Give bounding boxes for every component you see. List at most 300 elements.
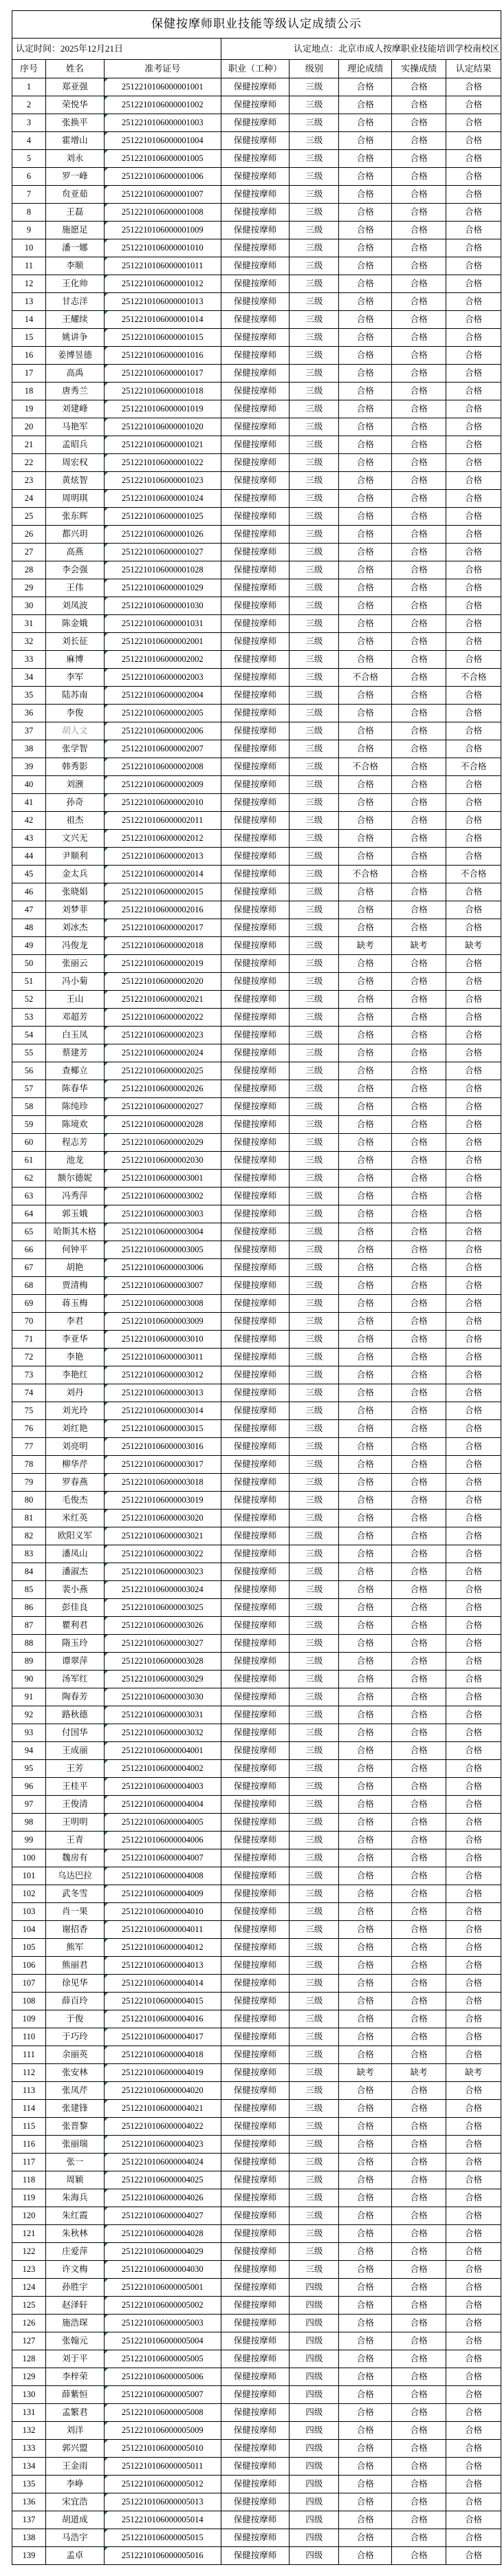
- cell-theory-score: [339, 579, 392, 597]
- cell-serial-text: 109: [22, 2013, 36, 2024]
- cell-name-text: 陈金娥: [62, 618, 88, 628]
- cell-serial: [12, 1384, 46, 1402]
- cell-level: [290, 1456, 339, 1474]
- cell-serial-text: 123: [22, 2264, 36, 2274]
- cell-occupation-text: 保健按摩师: [233, 707, 277, 718]
- cell-occupation-text: 保健按摩师: [233, 1620, 277, 1630]
- cell-level: [290, 937, 339, 955]
- cell-ticket-number: [105, 812, 221, 830]
- cell-name-text: 刘丹: [66, 1387, 84, 1397]
- cell-theory-score: [339, 2261, 392, 2279]
- cell-practical-score: [392, 1277, 446, 1295]
- cell-name: [46, 1724, 105, 1742]
- cell-result: [446, 1527, 501, 1545]
- cell-result-text: 合格: [465, 1870, 483, 1880]
- cell-theory-score-text: 合格: [356, 2138, 374, 2149]
- cell-name: [46, 311, 105, 329]
- cell-occupation-text: 保健按摩师: [233, 314, 277, 324]
- cell-serial-text: 77: [24, 1441, 34, 1451]
- cell-level-text: 三级: [305, 2264, 323, 2274]
- cell-ticket-number-text: 2512210106000003017: [121, 1459, 204, 1469]
- cell-ticket-number: [105, 901, 221, 919]
- table-row: [12, 2261, 501, 2279]
- cell-theory-score-text: 合格: [356, 242, 374, 253]
- cell-name-text: 王成丽: [62, 1745, 88, 1755]
- cell-ticket-number: [105, 1581, 221, 1599]
- cell-theory-score-text: 合格: [356, 2299, 374, 2310]
- cell-ticket-number: [105, 687, 221, 705]
- cell-serial: [12, 78, 46, 96]
- cell-theory-score-text: 合格: [356, 725, 374, 736]
- cell-result: [446, 1849, 501, 1867]
- table-row: [12, 937, 501, 955]
- cell-occupation-text: 保健按摩师: [233, 940, 277, 950]
- cell-occupation: [221, 2493, 290, 2511]
- cell-ticket-number-text: 2512210106000003023: [121, 1566, 204, 1576]
- cell-theory-score: [339, 830, 392, 848]
- cell-result-text: 合格: [465, 189, 483, 199]
- cell-occupation: [221, 1885, 290, 1903]
- cell-occupation: [221, 526, 290, 544]
- table-row: [12, 2064, 501, 2082]
- cell-level-text: 三级: [305, 421, 323, 431]
- cell-name-text: 彭佳良: [62, 1602, 88, 1612]
- cell-level-text: 三级: [305, 636, 323, 646]
- cell-practical-score: [392, 472, 446, 490]
- cell-name: [46, 2261, 105, 2279]
- cell-practical-score-text: 合格: [410, 1530, 428, 1541]
- text-format-marker-icon: [105, 1939, 108, 1942]
- text-format-marker-icon: [105, 2476, 108, 2479]
- cell-name: [46, 2010, 105, 2028]
- cell-name: [46, 1510, 105, 1527]
- cell-serial: [12, 740, 46, 758]
- cell-theory-score: [339, 1116, 392, 1134]
- cell-occupation: [221, 1778, 290, 1796]
- cell-practical-score-text: 合格: [410, 1405, 428, 1415]
- cell-name-text: 尹顺利: [62, 850, 88, 861]
- text-format-marker-icon: [105, 96, 108, 100]
- cell-result-text: 合格: [465, 2138, 483, 2149]
- cell-serial-text: 107: [22, 1977, 36, 1988]
- cell-practical-score-text: 合格: [410, 1924, 428, 1934]
- cell-name: [46, 794, 105, 812]
- cell-name: [46, 1796, 105, 1814]
- cell-level-text: 四级: [305, 2282, 323, 2292]
- cell-serial-text: 16: [24, 350, 34, 360]
- text-format-marker-icon: [105, 1742, 108, 1746]
- cell-theory-score: [339, 508, 392, 526]
- table-row: [12, 1885, 501, 1903]
- cell-occupation-text: 保健按摩师: [233, 1763, 277, 1773]
- cell-serial: [12, 2350, 46, 2368]
- cell-level: [290, 383, 339, 400]
- cell-serial: [12, 1098, 46, 1116]
- cell-result: [446, 1474, 501, 1492]
- cell-occupation: [221, 1241, 290, 1259]
- cell-result: [446, 329, 501, 347]
- cell-serial: [12, 1563, 46, 1581]
- cell-result-text: 合格: [465, 707, 483, 718]
- text-format-marker-icon: [105, 579, 108, 583]
- cell-ticket-number-text: 2512210106000004010: [121, 1906, 204, 1916]
- cell-name-text: 宋宜浩: [62, 2496, 88, 2507]
- cell-serial: [12, 1062, 46, 1080]
- cell-serial-text: 7: [26, 189, 32, 199]
- cell-practical-score-text: 缺考: [410, 940, 428, 950]
- table-row: [12, 1903, 501, 1921]
- cell-occupation: [221, 2404, 290, 2422]
- cell-ticket-number: [105, 2493, 221, 2511]
- cell-practical-score-text: 合格: [410, 2174, 428, 2185]
- cell-theory-score: [339, 150, 392, 168]
- cell-theory-score: [339, 2064, 392, 2082]
- table-row: [12, 2529, 501, 2547]
- cell-occupation-text: 保健按摩师: [233, 976, 277, 986]
- cell-practical-score-text: 合格: [410, 475, 428, 485]
- cell-ticket-number-text: 2512210106000002028: [121, 1119, 204, 1129]
- cell-result-text: 合格: [465, 1548, 483, 1558]
- cell-ticket-number-text: 2512210106000003014: [121, 1405, 204, 1415]
- cell-level-text: 四级: [305, 2425, 323, 2435]
- cell-occupation: [221, 365, 290, 383]
- cell-theory-score: [339, 1259, 392, 1277]
- cell-name: [46, 1170, 105, 1188]
- cell-name-text: 冯俊龙: [62, 940, 88, 950]
- cell-serial-text: 104: [22, 1924, 36, 1934]
- cell-level: [290, 812, 339, 830]
- cell-ticket-number: [105, 1349, 221, 1366]
- cell-practical-score-text: 合格: [410, 922, 428, 932]
- table-row: [12, 758, 501, 776]
- cell-level-text: 三级: [305, 1638, 323, 1648]
- cell-level-text: 三级: [305, 725, 323, 736]
- table-row: [12, 812, 501, 830]
- cell-practical-score: [392, 2476, 446, 2493]
- cell-level-text: 三级: [305, 1190, 323, 1201]
- cell-occupation-text: 保健按摩师: [233, 2013, 277, 2024]
- text-format-marker-icon: [105, 2386, 108, 2390]
- cell-practical-score: [392, 597, 446, 615]
- cell-level: [290, 1349, 339, 1366]
- cell-result-text: 合格: [465, 1727, 483, 1737]
- cell-occupation: [221, 633, 290, 651]
- cell-ticket-number-text: 2512210106000003018: [121, 1477, 204, 1487]
- cell-occupation: [221, 1456, 290, 1474]
- cell-practical-score-text: 合格: [410, 2013, 428, 2024]
- cell-occupation: [221, 1205, 290, 1223]
- cell-practical-score-text: 合格: [410, 1333, 428, 1344]
- cell-name: [46, 329, 105, 347]
- cell-theory-score: [339, 1814, 392, 1832]
- cell-occupation-text: 保健按摩师: [233, 117, 277, 127]
- cell-serial: [12, 418, 46, 436]
- cell-practical-score-text: 合格: [410, 546, 428, 557]
- text-format-marker-icon: [105, 1671, 108, 1674]
- cell-theory-score: [339, 2315, 392, 2332]
- cell-ticket-number: [105, 1510, 221, 1527]
- text-format-marker-icon: [105, 383, 108, 386]
- cell-serial: [12, 1653, 46, 1671]
- cell-practical-score: [392, 239, 446, 257]
- cell-theory-score-text: 合格: [356, 1029, 374, 1040]
- cell-name: [46, 1527, 105, 1545]
- text-format-marker-icon: [105, 2332, 108, 2336]
- cell-level: [290, 2154, 339, 2171]
- cell-level-text: 三级: [305, 350, 323, 360]
- cell-result: [446, 1832, 501, 1849]
- cell-practical-score: [392, 1438, 446, 1456]
- cell-result: [446, 1492, 501, 1510]
- cell-level-text: 三级: [305, 940, 323, 950]
- cell-serial: [12, 490, 46, 508]
- cell-result-text: 合格: [465, 1620, 483, 1630]
- cell-level-text: 三级: [305, 1816, 323, 1827]
- cell-name-text: 冯小菊: [62, 976, 88, 986]
- cell-level: [290, 454, 339, 472]
- cell-occupation: [221, 2154, 290, 2171]
- cell-practical-score-text: 合格: [410, 439, 428, 449]
- cell-ticket-number: [105, 168, 221, 186]
- table-row: [12, 1796, 501, 1814]
- cell-practical-score: [392, 1492, 446, 1510]
- cell-ticket-number: [105, 2046, 221, 2064]
- cell-ticket-number: [105, 418, 221, 436]
- text-format-marker-icon: [105, 2529, 108, 2533]
- cell-level: [290, 1939, 339, 1957]
- cell-ticket-number-text: 2512210106000002025: [121, 1065, 204, 1075]
- cell-occupation: [221, 1438, 290, 1456]
- cell-practical-score: [392, 2028, 446, 2046]
- cell-result-text: 合格: [465, 1763, 483, 1773]
- cell-occupation: [221, 2315, 290, 2332]
- cell-occupation: [221, 1259, 290, 1277]
- cell-occupation-text: 保健按摩师: [233, 2496, 277, 2507]
- cell-occupation: [221, 937, 290, 955]
- cell-level: [290, 2279, 339, 2297]
- cell-result-text: 缺考: [465, 940, 483, 950]
- cell-ticket-number: [105, 1080, 221, 1098]
- cell-theory-score-text: 合格: [356, 2049, 374, 2059]
- cell-practical-score-text: 合格: [410, 1298, 428, 1308]
- cell-result-text: 合格: [465, 1584, 483, 1594]
- cell-practical-score-text: 合格: [410, 189, 428, 199]
- cell-ticket-number: [105, 919, 221, 937]
- cell-name-text: 李会强: [62, 564, 88, 575]
- cell-name: [46, 96, 105, 114]
- cell-ticket-number-text: 2512210106000004027: [121, 2210, 204, 2220]
- cell-practical-score: [392, 204, 446, 222]
- text-format-marker-icon: [105, 329, 108, 332]
- cell-practical-score-text: 合格: [410, 1262, 428, 1272]
- cell-result: [446, 1009, 501, 1027]
- cell-result-text: 合格: [465, 833, 483, 843]
- cell-practical-score-text: 合格: [410, 350, 428, 360]
- cell-occupation-text: 保健按摩师: [233, 2389, 277, 2399]
- table-row: [12, 1062, 501, 1080]
- cell-theory-score: [339, 1366, 392, 1384]
- cell-occupation-text: 保健按摩师: [233, 2299, 277, 2310]
- cell-ticket-number: [105, 2476, 221, 2493]
- cell-ticket-number-text: 2512210106000004023: [121, 2138, 204, 2149]
- cell-serial-text: 25: [24, 511, 34, 521]
- cell-practical-score: [392, 2082, 446, 2100]
- cell-ticket-number: [105, 1205, 221, 1223]
- cell-serial-text: 105: [22, 1942, 36, 1952]
- cell-level-text: 三级: [305, 1727, 323, 1737]
- cell-occupation: [221, 96, 290, 114]
- cell-occupation-text: 保健按摩师: [233, 2532, 277, 2542]
- cell-ticket-number: [105, 1939, 221, 1957]
- cell-ticket-number-text: 2512210106000005009: [121, 2425, 204, 2435]
- cell-serial-text: 132: [22, 2425, 36, 2435]
- cell-serial-text: 9: [26, 224, 32, 235]
- cell-ticket-number-text: 2512210106000002008: [121, 761, 204, 771]
- cell-level: [290, 1671, 339, 1688]
- cell-serial: [12, 186, 46, 204]
- cell-serial: [12, 1778, 46, 1796]
- cell-theory-score-text: 合格: [356, 636, 374, 646]
- cell-level-text: 三级: [305, 117, 323, 127]
- cell-ticket-number-text: 2512210106000002001: [121, 636, 204, 646]
- cell-practical-score-text: 合格: [410, 1316, 428, 1326]
- cell-result: [446, 830, 501, 848]
- cell-result: [446, 132, 501, 150]
- cell-serial: [12, 2404, 46, 2422]
- cell-serial: [12, 1295, 46, 1313]
- cell-serial-text: 60: [24, 1137, 34, 1147]
- cell-occupation: [221, 1545, 290, 1563]
- cell-practical-score: [392, 937, 446, 955]
- table-row: [12, 1939, 501, 1957]
- cell-name-text: 贠亚茹: [62, 189, 88, 199]
- cell-level-text: 三级: [305, 528, 323, 539]
- cell-occupation-text: 保健按摩师: [233, 2264, 277, 2274]
- cell-theory-score-text: 合格: [356, 457, 374, 467]
- cell-serial-text: 103: [22, 1906, 36, 1916]
- text-format-marker-icon: [105, 1599, 108, 1602]
- text-format-marker-icon: [105, 597, 108, 601]
- cell-result-text: 合格: [465, 2443, 483, 2453]
- cell-name: [46, 400, 105, 418]
- cell-result-text: 合格: [465, 1351, 483, 1362]
- cell-name: [46, 2279, 105, 2297]
- text-format-marker-icon: [105, 1277, 108, 1280]
- cell-serial: [12, 1223, 46, 1241]
- cell-practical-score: [392, 1116, 446, 1134]
- text-format-marker-icon: [105, 955, 108, 958]
- cell-ticket-number: [105, 544, 221, 561]
- cell-occupation: [221, 1331, 290, 1349]
- cell-practical-score: [392, 2458, 446, 2476]
- cell-result: [446, 490, 501, 508]
- cell-name: [46, 383, 105, 400]
- cell-occupation: [221, 669, 290, 687]
- cell-occupation-text: 保健按摩师: [233, 1673, 277, 1684]
- cell-occupation-text: 保健按摩师: [233, 1655, 277, 1666]
- table-row: [12, 2422, 501, 2440]
- cell-ticket-number-text: 2512210106000004006: [121, 1834, 204, 1845]
- cell-level-text: 三级: [305, 2085, 323, 2095]
- cell-occupation: [221, 651, 290, 669]
- cell-occupation: [221, 114, 290, 132]
- cell-theory-score: [339, 633, 392, 651]
- cell-practical-score-text: 合格: [410, 1906, 428, 1916]
- cell-occupation-text: 保健按摩师: [233, 260, 277, 270]
- table-row: [12, 1188, 501, 1205]
- table-row: [12, 2207, 501, 2225]
- cell-practical-score: [392, 257, 446, 275]
- cell-theory-score-text: 合格: [356, 1620, 374, 1630]
- cell-result-text: 合格: [465, 904, 483, 914]
- cell-occupation: [221, 1134, 290, 1152]
- cell-level: [290, 740, 339, 758]
- cell-level: [290, 275, 339, 293]
- cell-practical-score: [392, 1241, 446, 1259]
- cell-result: [446, 1259, 501, 1277]
- cell-ticket-number-text: 2512210106000001029: [121, 582, 204, 592]
- table-row: [12, 1671, 501, 1688]
- cell-serial-text: 112: [22, 2067, 36, 2077]
- cell-name-text: 张学智: [62, 743, 88, 753]
- cell-name-text: 张晓娟: [62, 886, 88, 897]
- cell-ticket-number-text: 2512210106000002010: [121, 797, 204, 807]
- cell-ticket-number: [105, 2511, 221, 2529]
- cell-practical-score: [392, 454, 446, 472]
- cell-level: [290, 2386, 339, 2404]
- cell-ticket-number: [105, 1277, 221, 1295]
- cell-practical-score-text: 合格: [410, 528, 428, 539]
- cell-theory-score: [339, 597, 392, 615]
- cell-level: [290, 1474, 339, 1492]
- cell-result-text: 合格: [465, 1244, 483, 1254]
- cell-occupation: [221, 2458, 290, 2476]
- cell-level-text: 三级: [305, 1298, 323, 1308]
- cell-occupation: [221, 132, 290, 150]
- cell-occupation-text: 保健按摩师: [233, 511, 277, 521]
- cell-result-text: 合格: [465, 546, 483, 557]
- cell-name-text: 张丽云: [62, 958, 88, 968]
- cell-theory-score: [339, 651, 392, 669]
- cell-result-text: 合格: [465, 689, 483, 700]
- header-occupation: 职业（工种）: [221, 60, 290, 78]
- cell-result: [446, 1814, 501, 1832]
- cell-practical-score: [392, 1832, 446, 1849]
- cell-name: [46, 2082, 105, 2100]
- cell-result-text: 合格: [465, 528, 483, 539]
- table-row: [12, 651, 501, 669]
- cell-result-text: 合格: [465, 403, 483, 414]
- table-row: [12, 1223, 501, 1241]
- cell-name-text: 赵泽轩: [62, 2299, 88, 2310]
- cell-name-text: 陈春华: [62, 1083, 88, 1093]
- cell-occupation: [221, 329, 290, 347]
- text-format-marker-icon: [105, 454, 108, 458]
- cell-ticket-number-text: 2512210106000005006: [121, 2371, 204, 2381]
- cell-name-text: 高燕: [66, 546, 84, 557]
- text-format-marker-icon: [105, 1474, 108, 1477]
- cell-result-text: 合格: [465, 779, 483, 789]
- cell-ticket-number: [105, 2207, 221, 2225]
- cell-level: [290, 1885, 339, 1903]
- cell-name: [46, 526, 105, 544]
- cell-serial: [12, 1205, 46, 1223]
- table-row: [12, 597, 501, 615]
- cell-serial-text: 36: [24, 707, 34, 718]
- cell-practical-score: [392, 1456, 446, 1474]
- cell-name-text: 付国华: [62, 1727, 88, 1737]
- cell-name-text: 哈斯其木格: [53, 1226, 97, 1236]
